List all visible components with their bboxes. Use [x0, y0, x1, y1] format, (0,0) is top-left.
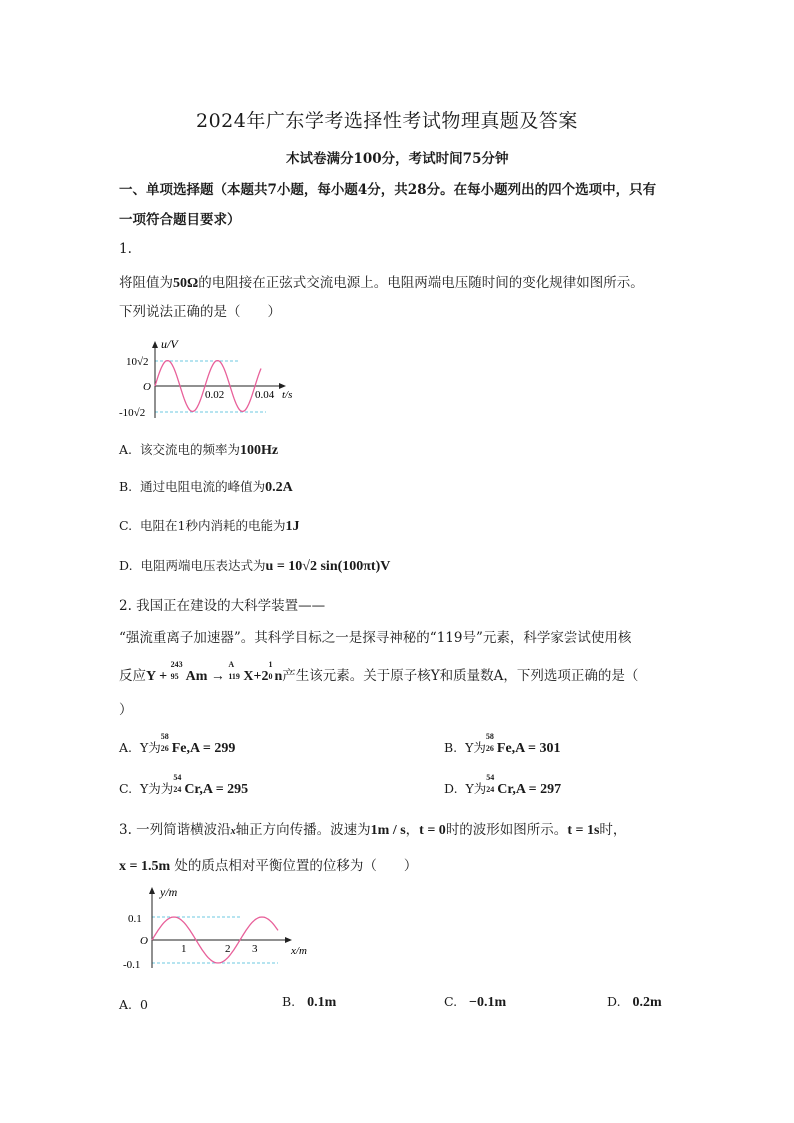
- option-letter: B.: [444, 740, 458, 755]
- option-value: 1J: [285, 519, 300, 534]
- option-text: 该交流电的频率为: [139, 442, 240, 457]
- option-value: 0.2m: [632, 995, 662, 1010]
- q1-number: 1.: [119, 241, 132, 257]
- option-pre: Y为: [465, 781, 487, 796]
- mass-number: 243: [170, 659, 183, 669]
- nuclide-x: [228, 659, 269, 685]
- q1-stem-line1: [119, 271, 644, 292]
- mass-number: 58: [485, 731, 494, 741]
- atomic-number: 26: [160, 743, 169, 753]
- option-letter: A.: [119, 997, 133, 1012]
- option-value: 100Hz: [239, 443, 279, 458]
- q2-option-d[interactable]: [444, 772, 562, 798]
- nuclide: [173, 772, 203, 798]
- q2-line1: 2. 我国正在建设的大科学装置——: [119, 598, 326, 614]
- symbol: n: [274, 668, 283, 684]
- q3-text-a: 3. 一列简谐横波沿: [119, 822, 231, 838]
- q1-voltage-graph: [118, 336, 298, 422]
- nuclide-am: [170, 659, 225, 685]
- q1-stem-line2: 下列说法正确的是（ ）: [119, 304, 281, 320]
- option-pre: Y为为: [140, 781, 174, 796]
- atomic-number: 24: [173, 784, 182, 794]
- q3-text-d: 时，: [599, 822, 627, 838]
- atomic-number: 119: [228, 671, 240, 681]
- q2-line4: ）: [119, 702, 133, 718]
- symbol: Fe,: [171, 740, 190, 756]
- nuclear-reaction: [146, 659, 283, 684]
- option-letter: A.: [119, 442, 133, 457]
- q3-tick-3: 3: [252, 943, 258, 955]
- option-text: 电阻两端电压表达式为: [140, 558, 266, 573]
- mass-number: A: [228, 659, 235, 669]
- q1-origin: O: [143, 381, 151, 393]
- option-letter: B.: [119, 479, 133, 494]
- q1-y-label: u/V: [161, 337, 178, 351]
- option-pre: Y为: [139, 740, 161, 755]
- reaction-y: Y +: [146, 669, 168, 684]
- q3-ymax-label: 0.1: [128, 913, 142, 925]
- option-value: A = 299: [190, 741, 236, 756]
- q3-position: x = 1.5m: [119, 859, 171, 874]
- q3-ymin-label: -0.1: [123, 959, 141, 968]
- option-value: −0.1m: [469, 995, 507, 1010]
- option-letter: A.: [119, 740, 133, 755]
- option-letter: C.: [119, 781, 133, 796]
- option-letter: B.: [282, 994, 296, 1009]
- q1-option-b[interactable]: [119, 477, 293, 496]
- q1-tick-002: 0.02: [205, 389, 225, 401]
- q3-y-axis-arrow: [149, 887, 155, 894]
- q3-wave-graph: [118, 882, 323, 968]
- q3-option-d[interactable]: [607, 994, 662, 1011]
- q2-option-b[interactable]: [444, 731, 561, 757]
- q3-tick-2: 2: [225, 943, 231, 955]
- nuclide: [160, 731, 190, 757]
- q2-text-post: 产生该元素。关于原子核Y和质量数A，下列选项正确的是（: [282, 668, 639, 684]
- mass-number: 54: [173, 772, 182, 782]
- q3-x-axis-arrow: [285, 937, 292, 943]
- q1-text-a: 将阻值为: [119, 275, 173, 291]
- option-value: A = 295: [202, 782, 249, 797]
- atomic-number: 0: [268, 671, 273, 681]
- exam-info: 木试卷满分100分，考试时间75分钟: [286, 151, 509, 167]
- q3-line2: [119, 854, 417, 875]
- q1-tick-004: 0.04: [255, 389, 275, 401]
- q2-line3: [119, 659, 639, 685]
- q2-text-pre: 反应: [119, 668, 146, 684]
- option-letter: D.: [607, 994, 621, 1009]
- option-value: A = 301: [515, 741, 561, 756]
- symbol: X+2: [243, 668, 269, 684]
- nuclide: [485, 731, 516, 757]
- q3-x-label: x/m: [291, 945, 307, 957]
- q3-t1: t = 1s: [567, 823, 600, 838]
- option-value: u = 10√2 sin(100πt)V: [265, 559, 391, 574]
- option-letter: C.: [119, 518, 133, 533]
- symbol: Cr,: [184, 781, 203, 797]
- q3-origin: O: [140, 935, 148, 947]
- q1-x-label: t/s: [282, 389, 293, 401]
- q3-option-c[interactable]: [444, 994, 506, 1011]
- option-value: 0.1m: [307, 995, 337, 1010]
- q3-comma: ，: [405, 822, 420, 838]
- q3-tick-1: 1: [181, 943, 187, 955]
- option-value: A = 297: [515, 782, 562, 797]
- mass-number: 1: [268, 659, 273, 669]
- q3-option-a[interactable]: [119, 997, 148, 1012]
- nuclide-n: [268, 659, 283, 685]
- atomic-number: 95: [170, 671, 179, 681]
- q2-option-a[interactable]: [119, 731, 236, 757]
- symbol: Cr,: [497, 781, 516, 797]
- option-text: 通过电阻电流的峰值为: [140, 479, 266, 494]
- atomic-number: 26: [485, 743, 494, 753]
- q3-t0: t = 0: [419, 823, 446, 838]
- q3-option-b[interactable]: [282, 994, 336, 1011]
- q2-option-c[interactable]: [119, 772, 249, 798]
- page-title: 2024年广东学考选择性考试物理真题及答案: [196, 110, 578, 132]
- q1-resistance: 50Ω: [173, 276, 199, 291]
- option-value: 0: [139, 997, 148, 1012]
- q1-option-c[interactable]: [119, 516, 300, 535]
- symbol: Am →: [185, 668, 225, 684]
- q3-text-e: 处的质点相对平衡位置的位移为（ ）: [170, 858, 418, 874]
- section-header-line2: 一项符合题目要求）: [119, 212, 241, 228]
- q3-speed: 1m / s: [370, 823, 406, 838]
- q1-u-axis-arrow: [152, 341, 158, 348]
- option-text: 电阻在1秒内消耗的电能为: [140, 518, 286, 533]
- q3-text-b: 轴正方向传播。波速为: [235, 822, 371, 838]
- q3-y-label: y/m: [160, 885, 178, 899]
- atomic-number: 24: [486, 784, 495, 794]
- option-letter: D.: [119, 558, 133, 573]
- section-header-line1: 一、单项选择题（本题共7小题，每小题4分，共28分。在每小题列出的四个选项中，只有: [119, 182, 657, 198]
- symbol: Fe,: [496, 740, 516, 756]
- q3-x-axis-symbol: x: [230, 826, 236, 837]
- q3-line1: [119, 818, 626, 839]
- q1-ymax-label: 10√2: [126, 356, 149, 368]
- option-letter: C.: [444, 994, 458, 1009]
- mass-number: 54: [486, 772, 495, 782]
- nuclide: [486, 772, 516, 798]
- q1-text-b: 的电阻接在正弦式交流电源上。电阻两端电压随时间的变化规律如图所示。: [198, 275, 644, 291]
- option-letter: D.: [444, 781, 458, 796]
- q1-ymin-label: -10√2: [119, 407, 146, 419]
- q1-option-d[interactable]: [119, 556, 390, 575]
- q1-option-a[interactable]: [119, 440, 278, 459]
- mass-number: 58: [160, 731, 169, 741]
- q3-text-c: 时的波形如图所示。: [445, 822, 568, 838]
- option-value: 0.2A: [265, 480, 293, 495]
- q2-line2: “强流重离子加速器”。其科学目标之一是探寻神秘的“119号”元素，科学家尝试使用核: [119, 630, 632, 646]
- option-pre: Y为: [465, 740, 486, 755]
